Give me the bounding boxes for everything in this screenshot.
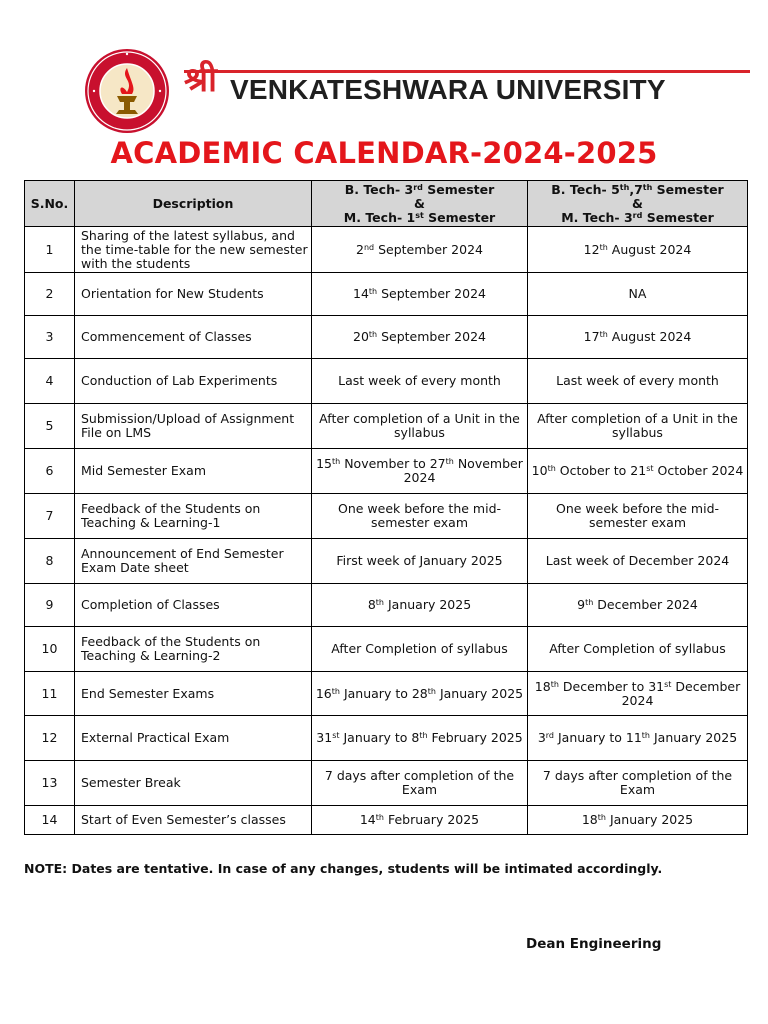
row-date-sem3 bbox=[312, 449, 528, 494]
ordinal-suffix: th bbox=[547, 464, 556, 473]
row-date-sem5-7 bbox=[528, 494, 748, 539]
signature: Dean Engineering bbox=[526, 936, 662, 952]
text-part: 31 bbox=[316, 730, 333, 745]
text-part: B. Tech- 3 bbox=[344, 181, 414, 197]
table-row bbox=[25, 404, 748, 449]
ordinal-suffix: rd bbox=[413, 182, 423, 192]
table-row bbox=[25, 627, 748, 672]
ordinal-suffix: th bbox=[375, 598, 384, 607]
row-date-sem3 bbox=[312, 806, 528, 835]
table-row bbox=[25, 316, 748, 359]
text-part: After completion of a Unit in the syllabus bbox=[319, 411, 520, 440]
text-part: October to 21 bbox=[555, 463, 647, 478]
ordinal-suffix: th bbox=[368, 330, 378, 339]
text-part: February 2025 bbox=[427, 730, 523, 745]
row-description: Announcement of End Semester Exam Date sheet bbox=[75, 539, 312, 584]
header-semester-5-7 bbox=[528, 181, 748, 227]
row-date-sem3 bbox=[312, 227, 528, 273]
row-date-sem5-7 bbox=[528, 627, 748, 672]
row-sno: 9 bbox=[25, 584, 75, 627]
ordinal-suffix: th bbox=[419, 731, 428, 740]
ordinal-suffix: st bbox=[415, 210, 424, 220]
row-date-sem3 bbox=[312, 539, 528, 584]
table-row bbox=[25, 716, 748, 761]
row-description: Semester Break bbox=[75, 761, 312, 806]
row-date-sem5-7 bbox=[528, 227, 748, 273]
text-part: January 2025 bbox=[384, 597, 472, 612]
text-part: After completion of a Unit in the syllabus bbox=[537, 411, 738, 440]
text-part: Semester bbox=[652, 181, 724, 197]
row-date-sem5-7 bbox=[528, 539, 748, 584]
ordinal-suffix: th bbox=[597, 813, 606, 822]
row-description: Commencement of Classes bbox=[75, 316, 312, 359]
row-date-sem5-7 bbox=[528, 716, 748, 761]
text-part: NA bbox=[628, 286, 647, 301]
text-part: Last week of every month bbox=[338, 373, 501, 388]
text-part: January 2025 bbox=[435, 685, 524, 701]
text-part: One week before the mid-semester exam bbox=[555, 501, 720, 530]
text-part: November to 27 bbox=[340, 456, 446, 471]
text-part: January 2025 bbox=[605, 812, 694, 827]
row-date-sem3 bbox=[312, 584, 528, 627]
text-part: After Completion of syllabus bbox=[549, 641, 726, 656]
text-part: December 2024 bbox=[593, 597, 698, 612]
header-line bbox=[315, 197, 524, 211]
text-part: M. Tech- 1 bbox=[343, 209, 416, 225]
row-date-sem5-7 bbox=[528, 316, 748, 359]
row-date-sem3 bbox=[312, 316, 528, 359]
text-part: 20 bbox=[353, 329, 369, 344]
text-part: 10 bbox=[531, 463, 548, 478]
text-part: Semester bbox=[422, 181, 495, 197]
ordinal-suffix: st bbox=[646, 464, 654, 473]
row-date-sem5-7 bbox=[528, 359, 748, 404]
text-part: September 2024 bbox=[374, 241, 483, 257]
row-description: End Semester Exams bbox=[75, 672, 312, 716]
text-part: 14 bbox=[353, 286, 369, 301]
row-date-sem3 bbox=[312, 672, 528, 716]
ordinal-suffix: rd bbox=[632, 210, 643, 220]
ordinal-suffix: st bbox=[332, 731, 340, 740]
text-part: Last week of every month bbox=[556, 373, 719, 388]
text-part: 7 days after completion of the Exam bbox=[542, 768, 733, 797]
text-part: September 2024 bbox=[377, 329, 486, 344]
ordinal-suffix: th bbox=[331, 686, 340, 696]
row-description: External Practical Exam bbox=[75, 716, 312, 761]
ordinal-suffix: th bbox=[368, 287, 378, 296]
text-part: September 2024 bbox=[377, 286, 486, 301]
university-header bbox=[84, 48, 684, 134]
text-part: February 2025 bbox=[383, 812, 480, 827]
text-part: 15 bbox=[316, 456, 333, 471]
row-date-sem5-7 bbox=[528, 806, 748, 835]
text-part: October 2024 bbox=[653, 463, 744, 478]
table-row bbox=[25, 494, 748, 539]
table-row bbox=[25, 227, 748, 273]
row-description: Submission/Upload of Assignment File on LMS bbox=[75, 404, 312, 449]
row-date-sem5-7 bbox=[528, 672, 748, 716]
text-part: 18 bbox=[581, 812, 598, 827]
ordinal-suffix: th bbox=[641, 731, 650, 740]
text-part: ,7 bbox=[629, 181, 643, 197]
header-line bbox=[315, 183, 524, 197]
row-date-sem3 bbox=[312, 404, 528, 449]
row-sno: 11 bbox=[25, 672, 75, 716]
row-sno: 4 bbox=[25, 359, 75, 404]
text-part: One week before the mid-semester exam bbox=[337, 501, 502, 530]
row-date-sem3 bbox=[312, 761, 528, 806]
row-description: Feedback of the Students on Teaching & Learning-2 bbox=[75, 627, 312, 672]
ordinal-suffix: nd bbox=[363, 242, 375, 252]
ordinal-suffix: rd bbox=[545, 731, 555, 740]
text-part: 2 bbox=[356, 241, 364, 257]
text-part: 18 bbox=[534, 678, 551, 694]
row-sno: 7 bbox=[25, 494, 75, 539]
text-part: 8 bbox=[367, 597, 376, 612]
ordinal-suffix: th bbox=[642, 182, 653, 192]
table-row bbox=[25, 806, 748, 835]
row-sno: 8 bbox=[25, 539, 75, 584]
text-part: November 2024 bbox=[403, 456, 523, 485]
table-row bbox=[25, 449, 748, 494]
text-part: & bbox=[632, 195, 643, 211]
text-part: January to 28 bbox=[339, 685, 428, 701]
row-sno: 12 bbox=[25, 716, 75, 761]
row-date-sem3 bbox=[312, 716, 528, 761]
row-sno: 14 bbox=[25, 806, 75, 835]
row-sno: 13 bbox=[25, 761, 75, 806]
header-description: Description bbox=[75, 181, 312, 227]
header-sno: S.No. bbox=[25, 181, 75, 227]
row-description: Start of Even Semester’s classes bbox=[75, 806, 312, 835]
ordinal-suffix: th bbox=[445, 457, 454, 466]
ordinal-suffix: th bbox=[599, 330, 608, 339]
text-part: January to 11 bbox=[554, 730, 642, 745]
text-part: 9 bbox=[577, 597, 586, 612]
row-date-sem3 bbox=[312, 273, 528, 316]
table-row bbox=[25, 359, 748, 404]
text-part: August 2024 bbox=[607, 329, 692, 344]
ordinal-suffix: th bbox=[332, 457, 341, 466]
text-part: 16 bbox=[315, 685, 332, 701]
text-part: After Completion of syllabus bbox=[331, 641, 508, 656]
row-date-sem5-7 bbox=[528, 273, 748, 316]
header-line bbox=[531, 183, 744, 197]
text-part: 14 bbox=[359, 812, 376, 827]
ordinal-suffix: th bbox=[599, 242, 608, 252]
brand-underline bbox=[184, 70, 750, 73]
university-seal-icon bbox=[84, 48, 170, 134]
text-part: 12 bbox=[583, 241, 600, 257]
text-part: Semester bbox=[642, 209, 714, 225]
text-part: January to 8 bbox=[339, 730, 420, 745]
text-part: First week of January 2025 bbox=[336, 553, 503, 568]
row-date-sem5-7 bbox=[528, 584, 748, 627]
row-description: Mid Semester Exam bbox=[75, 449, 312, 494]
note-text: NOTE: Dates are tentative. In case of any changes, students will be intimated accordingly. bbox=[24, 861, 663, 876]
text-part: August 2024 bbox=[607, 241, 692, 257]
ordinal-suffix: th bbox=[550, 679, 559, 689]
table-row bbox=[25, 584, 748, 627]
row-sno: 2 bbox=[25, 273, 75, 316]
header-line bbox=[531, 197, 744, 211]
university-name: VENKATESHWARA UNIVERSITY bbox=[230, 74, 666, 105]
row-date-sem5-7 bbox=[528, 761, 748, 806]
header-semester-3 bbox=[312, 181, 528, 227]
text-part: Last week of December 2024 bbox=[545, 553, 730, 568]
row-date-sem3 bbox=[312, 359, 528, 404]
text-part: December 2024 bbox=[621, 678, 741, 708]
row-date-sem3 bbox=[312, 627, 528, 672]
table-row bbox=[25, 672, 748, 716]
text-part: January 2025 bbox=[650, 730, 738, 745]
header-line bbox=[315, 211, 524, 225]
header-line bbox=[531, 211, 744, 225]
row-date-sem5-7 bbox=[528, 404, 748, 449]
page-title: ACADEMIC CALENDAR-2024-2025 bbox=[110, 136, 658, 170]
text-part: 17 bbox=[583, 329, 600, 344]
text-part: B. Tech- 5 bbox=[551, 181, 620, 197]
text-part: 7 days after completion of the Exam bbox=[324, 768, 515, 797]
ordinal-suffix: th bbox=[427, 686, 436, 696]
row-description: Sharing of the latest syllabus, and the time-table for the new semester with the students bbox=[75, 227, 312, 273]
row-sno: 6 bbox=[25, 449, 75, 494]
row-sno: 3 bbox=[25, 316, 75, 359]
ordinal-suffix: th bbox=[619, 182, 630, 192]
table-header-row bbox=[25, 181, 748, 227]
row-sno: 5 bbox=[25, 404, 75, 449]
table-row bbox=[25, 273, 748, 316]
row-description: Completion of Classes bbox=[75, 584, 312, 627]
ordinal-suffix: th bbox=[375, 813, 384, 822]
ordinal-suffix: th bbox=[585, 598, 594, 607]
row-description: Orientation for New Students bbox=[75, 273, 312, 316]
row-description: Conduction of Lab Experiments bbox=[75, 359, 312, 404]
text-part: M. Tech- 3 bbox=[561, 209, 633, 225]
ordinal-suffix: st bbox=[664, 679, 672, 689]
academic-calendar-table bbox=[24, 180, 748, 835]
row-description: Feedback of the Students on Teaching & Learning-1 bbox=[75, 494, 312, 539]
text-part: 3 bbox=[537, 730, 546, 745]
brand-hindi-prefix: श्री bbox=[184, 60, 217, 100]
table-row bbox=[25, 539, 748, 584]
text-part: December to 31 bbox=[558, 678, 665, 694]
row-date-sem5-7 bbox=[528, 449, 748, 494]
text-part: Semester bbox=[423, 209, 496, 225]
table-row bbox=[25, 761, 748, 806]
row-sno: 10 bbox=[25, 627, 75, 672]
row-date-sem3 bbox=[312, 494, 528, 539]
text-part: & bbox=[414, 195, 425, 211]
row-sno: 1 bbox=[25, 227, 75, 273]
